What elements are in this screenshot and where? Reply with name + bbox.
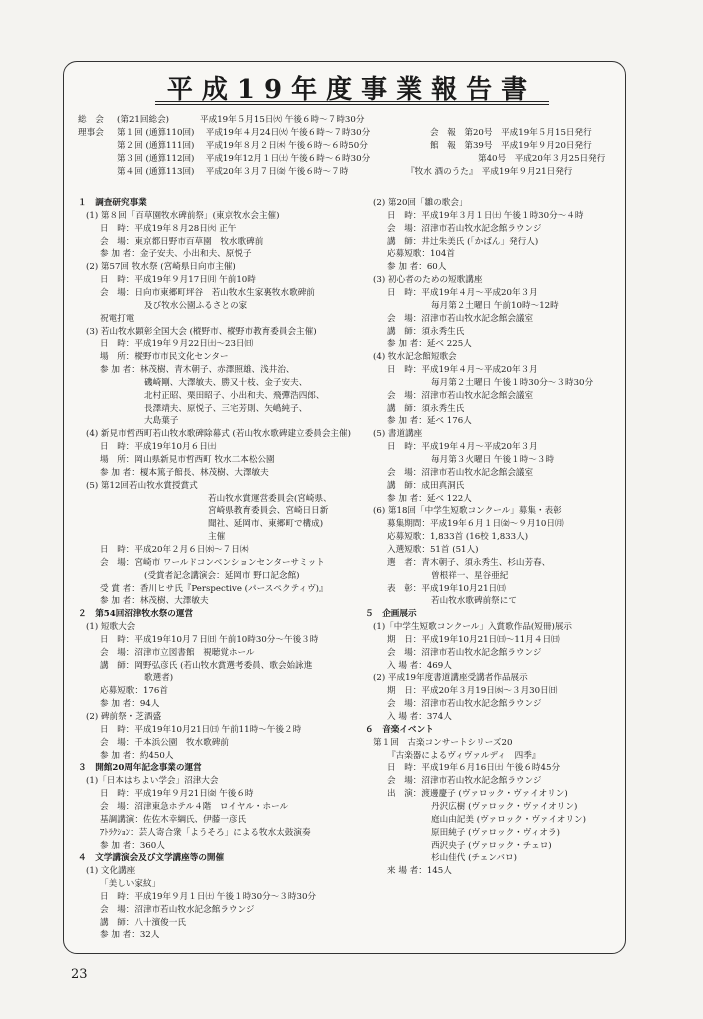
right-line: 日 時：平成19年６月16日㈯ 午後６時45分: [387, 763, 561, 774]
left-line: 「美しい家紋」: [100, 879, 161, 890]
right-line: 原田純子 (ヴァロック・ヴィオラ): [431, 827, 560, 838]
left-line: 会 場：沼津東急ホテル４階 ロイヤル・ホール: [100, 801, 289, 812]
right-line: 会 場：沼津市若山牧水記念館会議室: [387, 467, 534, 478]
left-line: 日 時：平成19年10月６日㈯: [100, 442, 217, 453]
right-line: 会 場：沼津市若山牧水記念館ラウンジ: [387, 699, 542, 710]
pub-kanpo: 館 報 第39号 平成19年９月20日発行: [430, 141, 592, 151]
right-line: 参 加 者：延べ 225人: [387, 339, 472, 350]
right-line: 出 演：渡邊慶子 (ヴァロック・ヴァイオリン): [387, 789, 568, 800]
right-line: 庭山由記美 (ヴァロック・ヴァイオリン): [431, 814, 586, 825]
right-line: 参 加 者：60人: [387, 262, 447, 273]
left-line: (受賞者記念講演会：延岡市 野口記念館): [144, 570, 300, 581]
left-line: ３ 開館20周年記念事業の運営: [78, 763, 202, 774]
left-line: 磯崎剛、大澤敏夫、勝又十枝、金子安夫、: [144, 377, 308, 388]
right-line: 会 場：沼津市若山牧水記念館会議室: [387, 313, 534, 324]
right-line: (2) 第20回「雛の歌会」: [373, 198, 468, 208]
right-line: 表 彰：平成19年10月21日㈰: [387, 583, 506, 594]
right-line: 期 日：平成20年３月19日㈬〜３月30日㈰: [387, 686, 558, 697]
left-line: (2) 第57回 牧水祭 (宮崎県日向市主催): [86, 262, 236, 273]
right-line: 講 師：須永秀生氏: [387, 326, 465, 337]
left-line: 日 時：平成19年10月７日㈰ 午前10時30分〜午後３時: [100, 634, 319, 645]
right-line: 会 場：沼津市若山牧水記念館会議室: [387, 390, 534, 401]
riji-line-4: 第４回 (通算113回) 平成20年３月７日㈮ 午後６時〜７時: [117, 167, 349, 177]
left-line: ２ 第54回沼津牧水祭の運営: [78, 609, 194, 620]
left-line: 場 所：岡山県新見市哲西町 牧水二本松公園: [100, 455, 275, 465]
right-line: 杉山佳代 (チェンバロ): [431, 853, 517, 864]
sokai-no: (第21回総会): [117, 115, 170, 125]
left-line: １ 調査研究事業: [78, 198, 147, 208]
left-line: 日 時：平成19年９月17日㈪ 午前10時: [100, 275, 256, 286]
page-title: 平成19年度事業報告書: [166, 75, 537, 105]
left-line: 講 師：岡野弘彦氏 (若山牧水賞選考委員、歌会始詠進: [100, 660, 313, 671]
left-line: 参 加 者：林茂樹、大澤敏夫: [100, 596, 209, 607]
right-line: 第１回 古楽コンサートシリーズ20: [373, 737, 513, 748]
right-line: 講 師：井辻朱美氏 (「かばん」発行人): [387, 236, 539, 247]
left-line: 会 場：沼津市立図書館 視聴覚ホール: [100, 647, 255, 658]
right-line: 日 時：平成19年４月〜平成20年３月: [387, 442, 538, 453]
right-line: ６ 音楽イベント: [365, 724, 434, 735]
riji-line-1: 第１回 (通算110回) 平成19年４月24日㈫ 午後６時〜７時30分: [117, 128, 371, 138]
left-line: 日 時：平成19年８月28日㈫ 正午: [100, 223, 237, 234]
left-line: 歌選者): [144, 673, 174, 684]
right-line: 入 場 者：374人: [387, 712, 452, 722]
left-line: 講 師：八十濱俊一氏: [100, 917, 186, 928]
right-line: 入選短歌：51首 (51人): [387, 544, 479, 555]
right-line: 会 場：沼津市若山牧水記念館ラウンジ: [387, 776, 542, 787]
right-line: 毎月第２土曜日 午前10時〜12時: [431, 300, 559, 311]
left-line: 日 時：平成19年９月１日㈯ 午後１時30分〜３時30分: [100, 891, 317, 902]
left-line: 参 加 者：32人: [100, 930, 160, 941]
right-line: 参 加 者：延べ 176人: [387, 416, 472, 427]
left-line: ４ 文学講演会及び文学講座等の開催: [78, 853, 225, 864]
right-line: (2) 平成19年度書道講座受講者作品展示: [373, 673, 528, 684]
pub-kaiho: 会 報 第20号 平成19年５月15日発行: [430, 128, 592, 138]
riji-line-3: 第３回 (通算112回) 平成19年12月１日㈯ 午後６時〜６時30分: [117, 154, 371, 164]
right-line: 西沢央子 (ヴァロック・チェロ): [431, 840, 552, 851]
left-line: (2) 碑前祭・芝酒盛: [86, 712, 162, 722]
right-line: 入 場 者：469人: [387, 660, 452, 671]
left-line: 会 場：千本浜公園 牧水歌碑前: [100, 737, 229, 748]
left-line: 日 時：平成19年９月21日㈮ 午後６時: [100, 789, 254, 800]
right-line: 日 時：平成19年４月〜平成20年３月: [387, 287, 538, 298]
right-line: (5) 書道講座: [373, 429, 423, 440]
left-line: (1)「日本はちよい学会」沼津大会: [86, 776, 219, 787]
left-line: 参 加 者：金子安夫、小出和夫、原悦子: [100, 249, 252, 260]
right-line: (6) 第18回「中学生短歌コンクール」募集・表彰: [373, 506, 562, 517]
left-line: 参 加 者：約450人: [100, 750, 174, 761]
sokai-date: 平成19年５月15日㈫ 午後６時〜７時30分: [200, 115, 365, 125]
left-line: 日 時：平成20年２月６日㈬〜７日㈭: [100, 544, 249, 555]
left-line: 日 時：平成19年９月22日㈯〜23日㈰: [100, 339, 254, 350]
right-line: 募集期間：平成19年６月１日㈮〜９月10日㈪: [387, 519, 564, 530]
right-line: 若山牧水歌碑前祭にて: [431, 596, 517, 607]
right-line: 丹沢広樹 (ヴァロック・ヴァイオリン): [431, 801, 578, 812]
left-line: 北村正昭、栗田昭子、小出和夫、飛彈浩四郎、: [144, 390, 325, 401]
right-line: 選 者：青木朝子、須永秀生、杉山芳春、: [387, 557, 551, 568]
right-line: (4) 牧水記念館短歌会: [373, 352, 457, 363]
left-line: (1) 文化講座: [86, 866, 136, 877]
left-line: 基調講演：佐佐木幸綱氏、伊藤一彦氏: [100, 814, 247, 825]
riji-label: 理事会: [78, 128, 104, 138]
left-line: 及び牧水公園ふるさとの家: [144, 300, 248, 311]
right-line: 日 時：平成19年３月１日㈯ 午後１時30分〜４時: [387, 210, 584, 221]
left-line: (4) 新見市哲西町若山牧水歌碑除幕式 (若山牧水歌碑建立委員会主催): [86, 429, 351, 440]
right-line: 会 場：沼津市若山牧水記念館ラウンジ: [387, 223, 542, 234]
right-line: 『古楽器によるヴィヴァルディ 四季』: [387, 750, 541, 761]
right-line: 応募短歌：1,833首 (16校 1,833人): [387, 532, 529, 543]
pub-book: 『牧水 酒のうた』 平成19年９月21日発行: [406, 167, 573, 177]
left-line: 宮崎県教育委員会、宮崎日日新: [208, 506, 329, 517]
left-line: (1) 短歌大会: [86, 622, 136, 633]
left-line: (5) 第12回若山牧水賞授賞式: [86, 480, 198, 491]
riji-line-2: 第２回 (通算111回) 平成19年８月２日㈭ 午後６時〜６時50分: [117, 141, 368, 151]
pub-kanpo-40: 第40号 平成20年３月25日発行: [478, 154, 606, 164]
right-line: 期 日：平成19年10月21日㈰〜11月４日㈰: [387, 634, 560, 645]
right-line: ５ 企画展示: [365, 609, 417, 620]
right-line: 毎月第３火曜日 午後１時〜３時: [431, 455, 555, 465]
right-line: 来 場 者：145人: [387, 866, 452, 877]
left-line: 若山牧水賞運営委員会(宮崎県、: [208, 493, 332, 504]
right-line: (3) 初心者のための短歌講座: [373, 275, 483, 286]
left-line: 参 加 者：林茂樹、青木朝子、赤澤照雄、浅井治、: [100, 365, 295, 376]
left-line: 日 時：平成19年10月21日㈰ 午前11時〜午後２時: [100, 724, 302, 735]
left-line: 会 場：東京都日野市百草園 牧水歌碑前: [100, 236, 264, 247]
left-line: 参 加 者：94人: [100, 699, 160, 710]
right-line: 会 場：沼津市若山牧水記念館ラウンジ: [387, 647, 542, 658]
left-line: (1) 第８回「百草園牧水碑前祭」(東京牧水会主催): [86, 210, 280, 221]
left-line: 会 場：宮崎市 ワールドコンベンションセンターサミット: [100, 557, 325, 568]
sokai-label: 総 会: [78, 115, 104, 125]
right-line: 曽根祥一、星谷亜紀: [431, 570, 509, 581]
left-line: 聞社、延岡市、東郷町で構成): [208, 519, 324, 530]
right-line: 講 師：成田真洞氏: [387, 480, 465, 491]
title-underline: [155, 101, 549, 102]
right-line: 日 時：平成19年４月〜平成20年３月: [387, 365, 538, 376]
left-line: 祝電打電: [100, 313, 135, 324]
left-line: 会 場：日向市東郷町坪谷 若山牧水生家裏牧水歌碑前: [100, 287, 315, 298]
left-line: 主催: [208, 532, 226, 543]
title-underline-2: [155, 104, 549, 105]
right-line: 参 加 者：延べ 122人: [387, 493, 472, 504]
left-line: 会 場：沼津市若山牧水記念館ラウンジ: [100, 904, 255, 915]
left-line: 長澤靖夫、原悦子、三宅芳則、矢嶋純子、: [144, 403, 308, 414]
left-line: (3) 若山牧水顕彰全国大会 (樅野市、樅野市教育委員会主催): [86, 326, 317, 337]
right-line: 応募短歌：104首: [387, 249, 455, 260]
right-line: 講 師：須永秀生氏: [387, 403, 465, 414]
left-line: 大島葉子: [144, 416, 179, 427]
left-line: 参 加 者：360人: [100, 840, 165, 851]
left-line: 参 加 者：榎本篤子館長、林茂樹、大澤敏夫: [100, 467, 269, 478]
right-line: (1)「中学生短歌コンクール」入賞歌作品(短冊)展示: [373, 622, 573, 633]
left-line: 場 所：樅野市市民文化センター: [100, 352, 229, 363]
left-line: 受 賞 者：香川ヒサ氏『Perspective (パースペクティヴ)』: [100, 583, 328, 594]
left-line: 応募短歌：176首: [100, 686, 168, 697]
right-line: 毎月第２土曜日 午後１時30分〜３時30分: [431, 377, 594, 388]
page-number: 23: [71, 967, 88, 982]
left-line: ｱﾄﾗｸｼｮﾝ：芸人寄合衆「ようそろ」による牧水太鼓演奏: [100, 827, 311, 838]
